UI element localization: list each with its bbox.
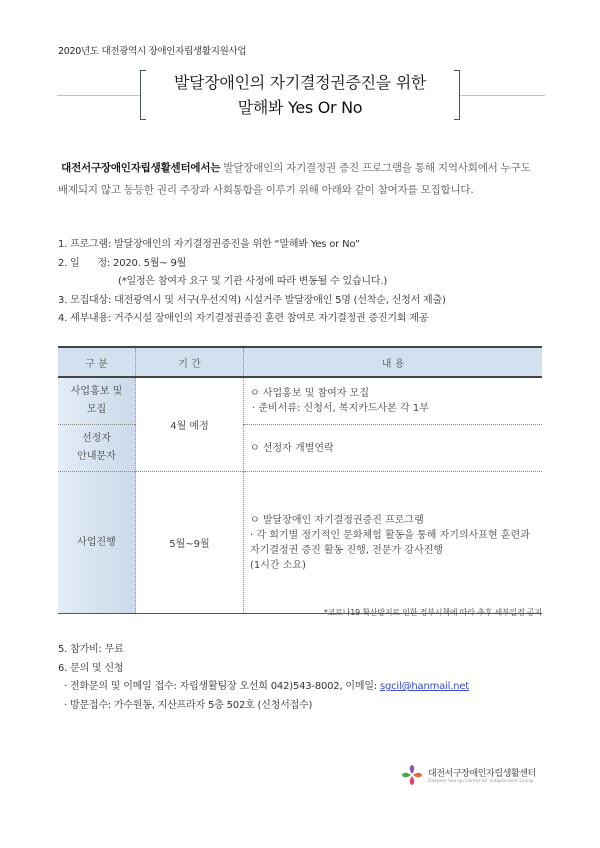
item-schedule-note: (*일정은 참여자 요구 및 기관 사정에 따라 변동될 수 있습니다.) (118, 276, 388, 288)
table-row (58, 425, 542, 472)
row-content: ㅇ 사업홍보 및 참여자 모집 · 준비서류: 신청서, 복지카드사본 각 1부 (244, 377, 543, 425)
intro-paragraph (58, 157, 542, 201)
table-footnote: *코로나19 확산방지로 인한 정부시책에 따라 추후 세부일정 공지 (323, 608, 542, 617)
title-bracket-right (454, 70, 460, 120)
organization-name: 대전서구장애인자립생활센터에서는 (61, 162, 221, 174)
program-details (58, 236, 446, 329)
title-divider-right (460, 95, 545, 96)
row-category: 사업진행 (58, 472, 136, 614)
fee-info: 5. 참가비: 무료 (58, 644, 124, 655)
table-row (58, 377, 542, 425)
title-line-1: 발달장애인의 자기결정권증진을 위한 (173, 73, 427, 92)
logo-name-english: Daejeon Seo-gu Center for Independent Living (428, 779, 533, 784)
page-title (146, 70, 454, 120)
title-divider-left (57, 95, 140, 96)
item-target: 3. 모집대상: 대전광역시 및 서구(우선지역) 시설거주 발달장애인 5명 (선착순, 신청서 제출) (58, 294, 446, 306)
contact-section (58, 641, 469, 715)
row-period: 4월 예정 (136, 377, 244, 472)
row-content: ㅇ 선정자 개별연락 (244, 425, 543, 472)
inquiry-title: 6. 문의 및 신청 (58, 662, 124, 674)
schedule-table (58, 346, 542, 614)
row-content: ㅇ 발달장애인 자기결정권증진 프로그램 · 각 회기별 정기적인 문화체험 활동을 통해 자기의사표현 훈련과 자기결정권 증진 활동 진행, 전문가 강사진행 (1시간 소요) (244, 472, 543, 614)
document-subtitle: 2020년도 대전광역시 장애인자립생활지원사업 (58, 46, 247, 57)
row-category: 선정자 안내문자 (58, 425, 136, 472)
header-period: 기 간 (136, 347, 244, 377)
visit-info: · 방문접수: 가수원동, 지산프라자 5층 502호 (신청서접수) (64, 699, 313, 711)
title-line-2: 말해봐 Yes Or No (237, 98, 363, 117)
row-period: 5월~9월 (136, 472, 244, 614)
table-row (58, 472, 542, 614)
table-header-row (58, 347, 542, 377)
intro-text: 발달장애인의 자기결정권 증진 프로그램을 통해 지역사회에서 누구도 배제되지 않고 동등한 권리 주장과 사회통합을 이루기 위해 아래와 같이 참여자를 모집합니다. (58, 162, 531, 196)
phone-email-info: · 전화문의 및 이메일 접수: 자립생활팀장 오선희 042)543-8002, 이메일: sgcil@hanmail.net (64, 681, 470, 693)
item-detail: 4. 세부내용: 거주시설 장애인의 자기결정권증진 훈련 참여로 자기결정권 증진기회 제공 (58, 313, 429, 325)
header-content: 내 용 (244, 347, 543, 377)
row-category: 사업홍보 및 모집 (58, 377, 136, 425)
organization-logo (400, 763, 536, 787)
clover-logo-icon (400, 763, 424, 787)
item-schedule: 2. 일 정: 2020. 5월~ 9월 (58, 257, 187, 269)
email-link[interactable]: sgcil@hanmail.net (379, 681, 470, 693)
logo-name-korean: 대전서구장애인자립생활센터 (428, 769, 536, 779)
header-category: 구 분 (58, 347, 136, 377)
item-program: 1. 프로그램: 발달장애인의 자기결정권증진을 위한 “말해봐 Yes or No” (58, 239, 360, 250)
